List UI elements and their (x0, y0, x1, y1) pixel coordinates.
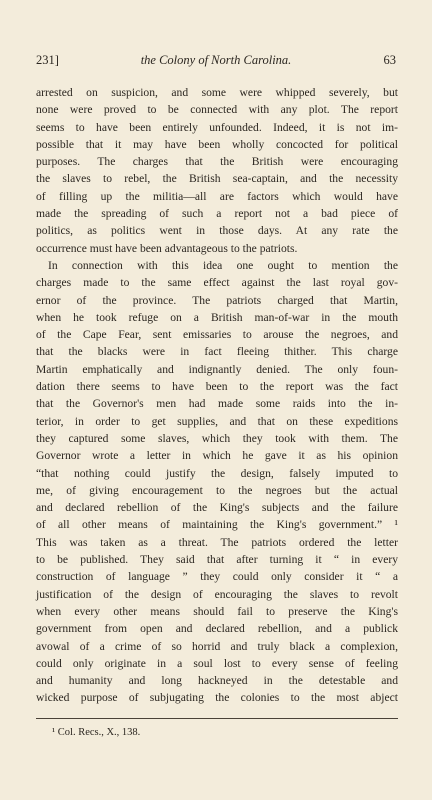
text-line: In connection with this idea one ought to mention the (48, 258, 398, 272)
running-header (36, 52, 396, 68)
text-line: of filling up the militia—all are factors which would have (36, 189, 398, 203)
text-line: arrested on suspicion, and some were whipped severely, but (36, 86, 398, 99)
text-line: when every other means should fail to preserve the King's (36, 604, 398, 618)
text-line: of the Cape Fear, sent emissaries to arouse the negroes, and (36, 328, 398, 342)
text-line: Martin emphatically and indignantly denied. The only foun- (36, 362, 398, 376)
text-line: ernor of the province. The patriots charged that Martin, (36, 293, 398, 307)
text-line: that the blacks were in fact fleeing thither. This charge (36, 345, 398, 359)
text-line: Governor wrote a letter in which he gave it as his opinion (36, 449, 398, 463)
paragraph-1 (36, 84, 398, 257)
running-title: the Colony of North Carolina. (140, 53, 292, 67)
text-line: me, of giving encouragement to the negroes but the actual (36, 483, 398, 497)
text-line: wicked purpose of subjugating the colonies to the most abject (36, 691, 398, 705)
text-line: “that nothing could justify the design, falsely imputed to (36, 466, 398, 480)
footnote: ¹ Col. Recs., X., 138. (52, 727, 141, 738)
page-number: 63 (383, 53, 396, 67)
text-line: could only originate in a soul lost to every sense of feeling (36, 656, 398, 670)
text-line: government from open and declared rebellion, and a publick (36, 622, 398, 636)
text-line: made the spreading of such a report not a bad piece of (36, 207, 398, 221)
text-line: seems to have been entirely unfounded. Indeed, it is not im- (36, 120, 398, 134)
text-line: and humanity and long hackneyed in the detestable and (36, 674, 398, 688)
footnote-divider (36, 718, 398, 719)
text-line: none were proved to be connected with any plot. The report (36, 103, 398, 117)
text-line: justification of the design of encouraging the slaves to revolt (36, 587, 398, 601)
text-line: they captured some slaves, which they took with them. The (36, 431, 398, 445)
body-text (36, 84, 398, 707)
paragraph-2 (36, 257, 398, 707)
text-line: when he took refuge on a British man-of-war in the mouth (36, 310, 398, 324)
text-line: This was taken as a threat. The patriots ordered the letter (36, 535, 398, 549)
text-line: avowal of a crime of so horrid and truly black a complexion, (36, 639, 398, 653)
text-line: politics, as politics went in those days. At any rate the (36, 224, 398, 238)
text-line: the slaves to rebel, the British sea-captain, and the necessity (36, 172, 398, 186)
text-line: charges made to the same effect against the last royal gov- (36, 276, 398, 290)
text-line: dation there seems to have been to the report was the fact (36, 380, 398, 394)
text-line: that the Governor's men had made some raids into the in- (36, 397, 398, 411)
text-line: of all other means of maintaining the King's government.” ¹ (36, 518, 398, 532)
text-line: construction of language ” they could only consider it “ a (36, 570, 398, 584)
text-line: occurrence must have been advantageous to the patriots. (36, 241, 298, 255)
text-line: and declared rebellion of the King's subjects and the failure (36, 501, 398, 515)
text-line: to be published. They said that after turning it “ in every (36, 553, 398, 567)
text-line: terior, in order to get supplies, and that on these expeditions (36, 414, 398, 428)
page-reference: 231] (36, 53, 59, 67)
text-line: purposes. The charges that the British were encouraging (36, 155, 398, 169)
text-line: possible that it may have been wholly concocted for political (36, 137, 398, 151)
